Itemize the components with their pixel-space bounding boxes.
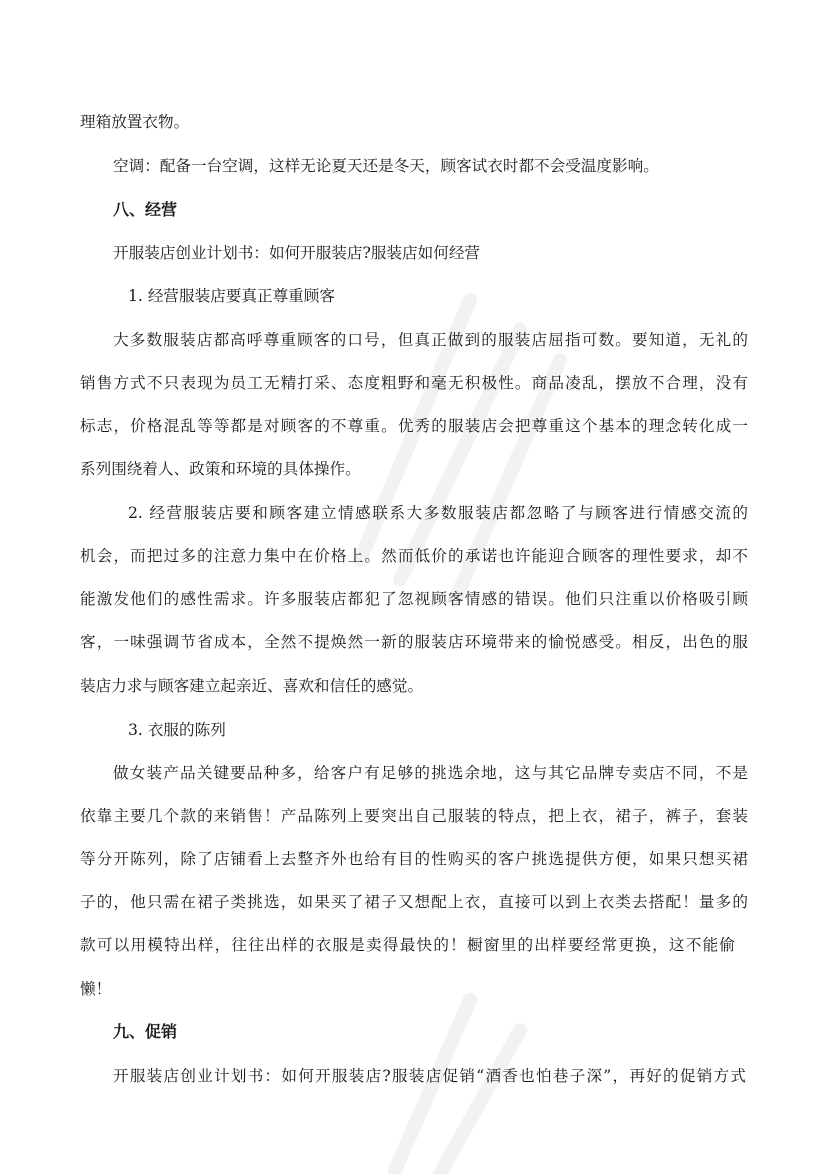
paragraph-line: 等分开陈列，除了店铺看上去整齐外也给有目的性购买的客户挑选提供方便，如果只想买裙 (80, 850, 748, 868)
section-heading: 九、促销 (113, 1022, 178, 1041)
list-item-heading: 3. 衣服的陈列 (128, 721, 226, 739)
paragraph-line: 依靠主要几个款的来销售！产品陈列上要突出自己服装的特点，把上衣，裙子，裤子，套装 (80, 807, 748, 825)
paragraph-line: 大多数服装店都高呼尊重顾客的口号，但真正做到的服装店屈指可数。要知道，无礼的 (113, 331, 748, 349)
paragraph-line: 系列围绕着人、政策和环境的具体操作。 (80, 460, 361, 478)
paragraph-line: 装店力求与顾客建立起亲近、喜欢和信任的感觉。 (80, 677, 424, 695)
paragraph-line: 开服装店创业计划书：如何开服装店?服装店促销“酒香也怕巷子深”，再好的促销方式 (113, 1067, 746, 1085)
section-heading: 八、经营 (113, 200, 178, 219)
paragraph-line: 开服装店创业计划书：如何开服装店?服装店如何经营 (113, 244, 481, 262)
paragraph-line: 空调：配备一台空调，这样无论夏天还是冬天，顾客试衣时都不会受温度影响。 (113, 157, 659, 175)
paragraph-line: 销售方式不只表现为员工无精打采、态度粗野和毫无积极性。商品凌乱，摆放不合理，没有 (80, 374, 748, 392)
list-item-heading: 1. 经营服装店要真正尊重顾客 (128, 287, 335, 305)
paragraph-line: 机会，而把过多的注意力集中在价格上。然而低价的承诺也许能迎合顾客的理性要求，却不 (80, 547, 748, 565)
paragraph-line: 子的，他只需在裙子类挑选，如果买了裙子又想配上衣，直接可以到上衣类去搭配！量多的 (80, 893, 748, 911)
list-item-heading: 2. 经营服装店要和顾客建立情感联系大多数服装店都忽略了与顾客进行情感交流的 (128, 504, 748, 522)
paragraph-line: 懒！ (80, 980, 112, 998)
paragraph-line: 做女装产品关键要品种多，给客户有足够的挑选余地，这与其它品牌专卖店不同，不是 (113, 764, 748, 782)
paragraph-line: 款可以用模特出样，往往出样的衣服是卖得最快的！橱窗里的出样要经常更换，这不能偷 (80, 936, 735, 954)
paragraph-line: 能激发他们的感性需求。许多服装店都犯了忽视顾客情感的错误。他们只注重以价格吸引顾 (80, 590, 748, 608)
paragraph-line: 客，一味强调节省成本，全然不提焕然一新的服装店环境带来的愉悦感受。相反，出色的服 (80, 633, 748, 651)
paragraph-line: 标志，价格混乱等等都是对顾客的不尊重。优秀的服装店会把尊重这个基本的理念转化成一 (80, 417, 748, 435)
paragraph-line: 理箱放置衣物。 (80, 113, 190, 131)
